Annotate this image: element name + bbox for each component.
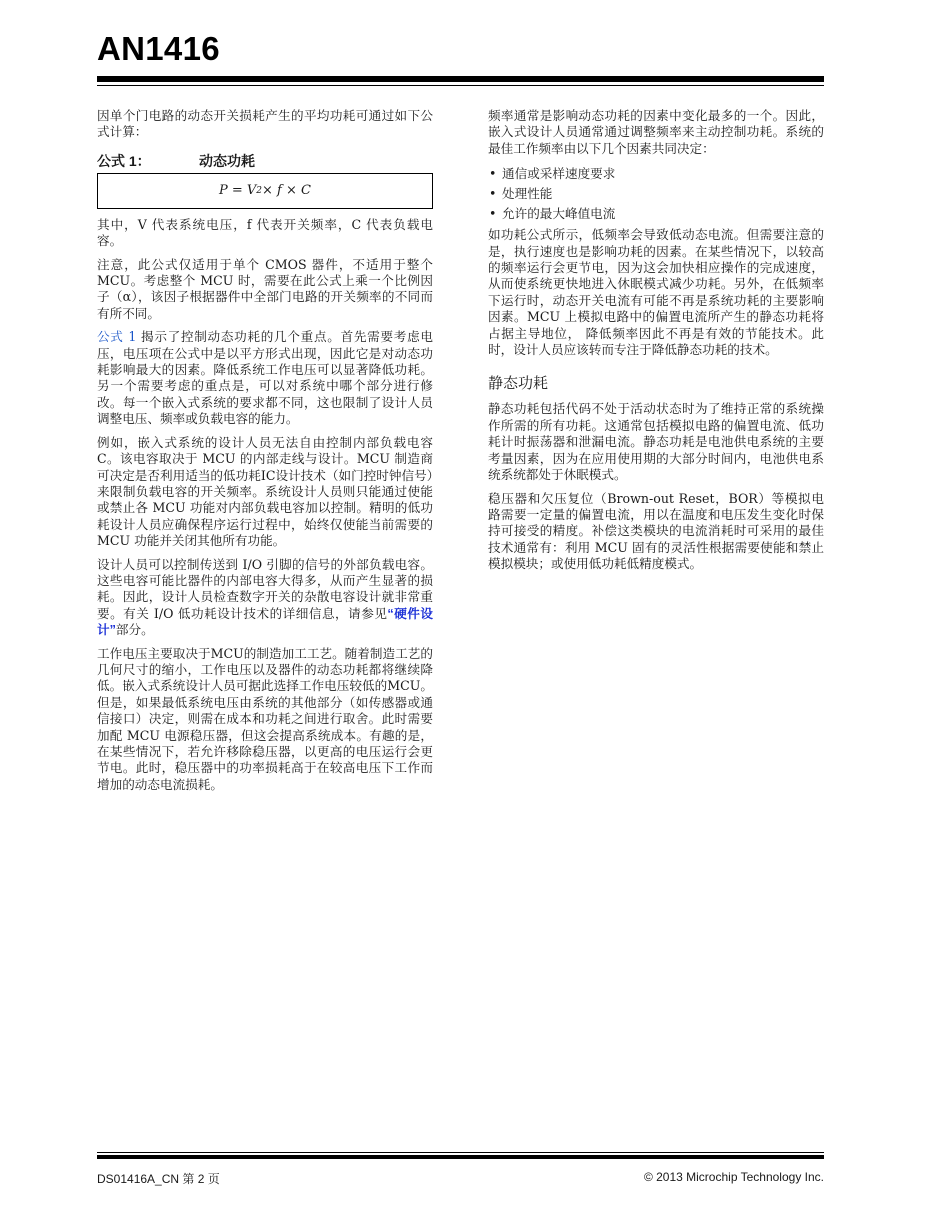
header-rule-thick	[97, 76, 824, 82]
header-rule-thin	[97, 85, 824, 86]
paragraph-equation-discussion	[97, 329, 433, 427]
list-item: • 通信或采样速度要求	[488, 164, 824, 184]
equation-heading	[97, 151, 433, 171]
right-column	[488, 108, 824, 580]
paragraph-static-power: 静态功耗包括代码不处于活动状态时为了维持正常的系统操作所需的所有功耗。这通常包括模拟电路的偏置电流、低功耗计时振荡器和泄漏电流。静态功耗是电池供电系统的主要考量因素，因为在应用使用期的大部分时间内，电池供电系统系统都处于休眠模式。	[488, 401, 824, 483]
footer-rule-thick	[97, 1155, 824, 1159]
section-heading-static-power: 静态功耗	[488, 374, 549, 393]
paragraph-bor: 稳压器和欠压复位（Brown-out Reset，BOR）等模拟电路需要一定量的偏置电流，用以在温度和电压发生变化时保持可接受的精度。补偿这类模块的电流消耗时可采用的最佳技术通常有：利用 MCU 固有的灵活性根据需要使能和禁止模拟模块；或使用低功耗低精度模式。	[488, 490, 824, 572]
paragraph-frequency: 频率通常是影响动态功耗的因素中变化最多的一个。因此，嵌入式设计人员通常通过调整频率来主动控制功耗。系统的最佳工作频率由以下几个因素共同决定：	[488, 108, 824, 156]
equation-rhs: × f × C	[262, 183, 311, 199]
footer-doc-id: DS01416A_CN 第 2 页	[97, 1172, 220, 1186]
paragraph-io-capacitance	[97, 557, 433, 639]
frequency-factors-list	[488, 164, 824, 224]
equation-1-link[interactable]: 公式 1	[97, 329, 137, 345]
equation-lhs: P = V	[219, 183, 257, 199]
paragraph-io-text: 设计人员可以控制传送到 I/O 引脚的信号的外部负载电容。这些电容可能比器件的内部电容大得多，从而产生显著的损耗。因此，设计人员检查数字开关的杂散电容设计就非常重要。有关 I/O 低功耗设计技术的详细信息，请参见	[97, 556, 433, 621]
paragraph-voltage: 工作电压主要取决于MCU的制造加工工艺。随着制造工艺的几何尺寸的缩小，工作电压以及器件的动态功耗都将继续降低。嵌入式系统设计人员可据此选择工作电压较低的MCU。但是，如果最低系统电压由系统的其他部分（如传感器或通信接口）决定，则需在成本和功耗之间进行取舍。此时需要加配 MCU 电源稳压器，但这会提高系统成本。有趣的是，在某些情况下，若允许移除稳压器，以更高的电压运行会更节电。此时，稳压器中的功率损耗高于在较高电压下工作而增加的动态电流损耗。	[97, 645, 433, 792]
paragraph-note: 注意，此公式仅适用于单个 CMOS 器件，不适用于整个 MCU。考虑整个 MCU 时，需要在此公式上乘一个比例因子（α），该因子根据器件中全部门电路的开关频率的不同而有所不同。	[97, 256, 433, 321]
paragraph-equation-discussion-text: 揭示了控制动态功耗的几个重点。首先需要考虑电压，电压项在公式中是以平方形式出现，因此它是对动态功耗影响最大的因素。降低系统工作电压可以显著降低功耗。另一个需要考虑的重点是，可以对系统中哪个部分进行修改。每一个嵌入式系统的要求都不同，这也限制了设计人员调整电压、频率或负载电容的能力。	[97, 329, 433, 427]
equation-exponent: 2	[256, 185, 263, 196]
list-item: • 处理性能	[488, 184, 824, 204]
paragraph-io-tail: 部分。	[115, 622, 154, 638]
document-title: AN1416	[97, 30, 220, 67]
footer-copyright: © 2013 Microchip Technology Inc.	[643, 1170, 824, 1184]
paragraph-intro: 因单个门电路的动态开关损耗产生的平均功耗可通过如下公式计算：	[97, 108, 433, 140]
list-item: • 允许的最大峰值电流	[488, 204, 824, 224]
equation-box	[97, 173, 433, 209]
equation-number: 公式 1：	[97, 152, 151, 169]
paragraph-example: 例如，嵌入式系统的设计人员无法自由控制内部负载电容 C。该电容取决于 MCU 的内部走线与设计。MCU 制造商可决定是否利用适当的低功耗IC设计技术（如门控时钟信号）来限制负载电容的开关频率。系统设计人员则只能通过使能或禁止各 MCU 功能对内部负载电容加以控制。精明的低功耗设计人员应确保程序运行过程中，始终仅使能当前需要的 MCU 功能并关闭其他所有功能。	[97, 434, 433, 549]
paragraph-low-frequency: 如功耗公式所示，低频率会导致低动态电流。但需要注意的是，执行速度也是影响功耗的因素。在某些情况下，以较高的频率运行会更节电，因为这会加快相应操作的完成速度，从而使系统更快地进入休眠模式减少功耗。另外，在低频率下运行时，动态开关电流有可能不再是系统功耗的主要影响因素。MCU 上模拟电路中的偏置电流所产生的静态功耗将占据主导地位， 降低频率因此不再是有效的节能技术。此时，设计人员应该转而专注于降低静态功耗的技术。	[488, 227, 824, 358]
left-column	[97, 108, 433, 800]
footer-rule-thin	[97, 1152, 824, 1153]
paragraph-variables: 其中，V 代表系统电压，f 代表开关频率，C 代表负载电容。	[97, 216, 433, 249]
hardware-design-link[interactable]: “硬件设计”	[97, 606, 433, 638]
equation-title: 动态功耗	[199, 152, 255, 169]
